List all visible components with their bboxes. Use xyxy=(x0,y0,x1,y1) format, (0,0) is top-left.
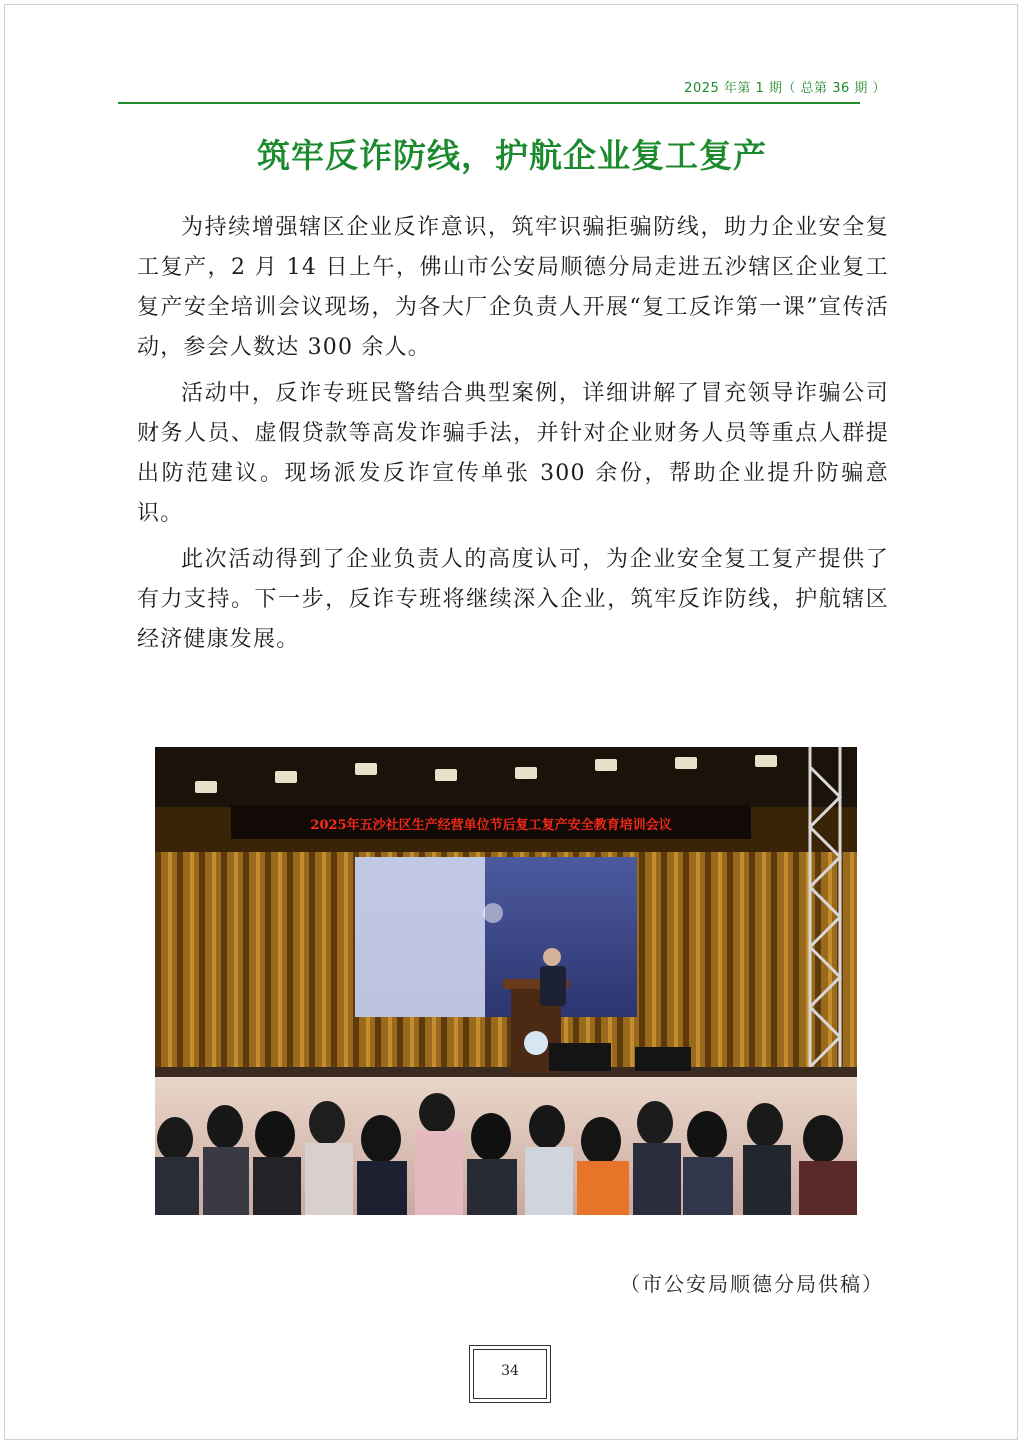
article-body xyxy=(137,208,889,666)
page-number: 34 xyxy=(501,1363,519,1379)
header-rule xyxy=(118,102,860,104)
event-photo xyxy=(155,747,857,1215)
banner-text: 2025年五沙社区生产经营单位节后复工复产安全教育培训会议 xyxy=(310,818,672,833)
paragraph: 为持续增强辖区企业反诈意识，筑牢识骗拒骗防线，助力企业安全复工复产，2 月 14 日上午，佛山市公安局顺德分局走进五沙辖区企业复工复产安全培训会议现场，为各大厂企负责人开展“复工反诈第一课”宣传活动，参会人数达 300 余人。 xyxy=(137,215,889,360)
issue-label: 2025 年第 1 期（ 总第 36 期 ） xyxy=(684,81,886,96)
source-credit: （市公安局顺德分局供稿） xyxy=(620,1272,884,1296)
paragraph: 此次活动得到了企业负责人的高度认可，为企业安全复工复产提供了有力支持。下一步，反诈专班将继续深入企业，筑牢反诈防线，护航辖区经济健康发展。 xyxy=(137,547,889,652)
page-number-box xyxy=(469,1345,551,1403)
paragraph: 活动中，反诈专班民警结合典型案例，详细讲解了冒充领导诈骗公司财务人员、虚假贷款等高发诈骗手法，并针对企业财务人员等重点人群提出防范建议。现场派发反诈宣传单张 300 余份，帮助企业提升防骗意识。 xyxy=(137,381,889,526)
article-title: 筑牢反诈防线，护航企业复工复产 xyxy=(257,136,767,175)
